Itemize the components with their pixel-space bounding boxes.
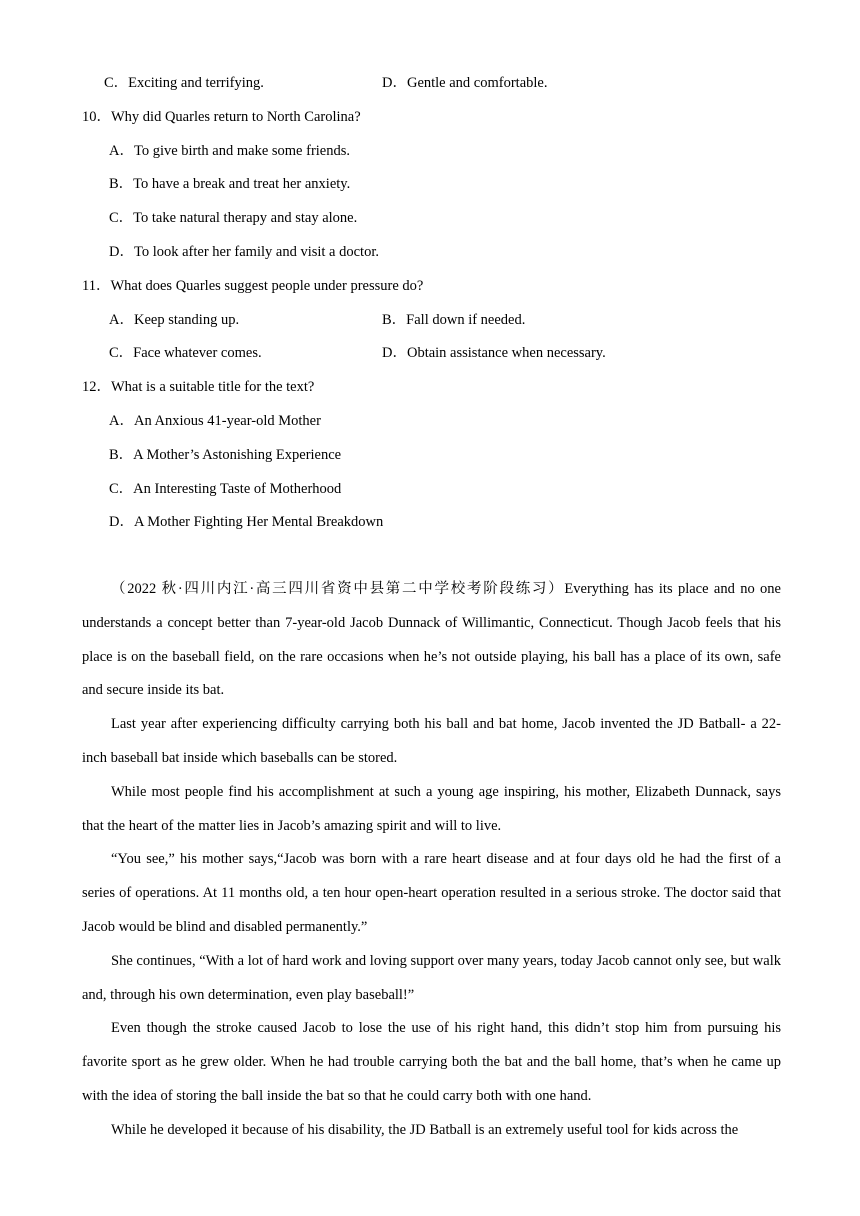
q11-option-b: B．Fall down if needed.: [382, 312, 526, 328]
passage-paragraph-3: While most people find his accomplishment at such a young age inspiring, his mother, Elizabeth Dunnack, says that the heart of the matter lies in Jacob’s amazing spirit and will to live.: [82, 784, 781, 834]
q12-option-a: A．An Anxious 41-year-old Mother: [109, 413, 321, 429]
q10-option-a: A．To give birth and make some friends.: [109, 143, 350, 159]
q11-option-c: C．Face whatever comes.: [109, 345, 262, 361]
q10-stem: 10．Why did Quarles return to North Carolina?: [82, 109, 361, 125]
passage-paragraph-1: （2022 秋·四川内江·高三四川省资中县第二中学校考阶段练习）Everything has its place and no one understands a concept better than 7-year-old Jacob Dunnack of Willimantic, Connecticut. Though Jacob feels that his place is on the baseball field, on the rare occasions when he’s not outside playing, his ball has a place of its own, safe and secure inside its bat.: [82, 581, 781, 699]
q9-option-c: C．Exciting and terrifying.: [104, 75, 264, 91]
q11-option-a: A．Keep standing up.: [109, 312, 240, 328]
q12-option-b: B．A Mother’s Astonishing Experience: [109, 447, 342, 463]
q11-stem: 11．What does Quarles suggest people under pressure do?: [82, 278, 424, 294]
q12-option-c: C．An Interesting Taste of Motherhood: [109, 481, 342, 497]
q12-option-d: D．A Mother Fighting Her Mental Breakdown: [109, 514, 384, 530]
passage-paragraph-7: While he developed it because of his disability, the JD Batball is an extremely useful tool for kids across the: [111, 1122, 739, 1138]
q10-option-d: D．To look after her family and visit a doctor.: [109, 244, 379, 260]
passage-paragraph-2: Last year after experiencing difficulty carrying both his ball and bat home, Jacob invented the JD Batball- a 22-inch baseball bat inside which baseballs can be stored.: [82, 716, 781, 766]
q10-option-c: C．To take natural therapy and stay alone.: [109, 210, 358, 226]
q10-option-b: B．To have a break and treat her anxiety.: [109, 176, 351, 192]
q12-stem: 12．What is a suitable title for the text?: [82, 379, 315, 395]
passage-paragraph-5: She continues, “With a lot of hard work and loving support over many years, today Jacob cannot only see, but walk and, through his own determination, even play baseball!”: [82, 953, 781, 1003]
passage-paragraph-6: Even though the stroke caused Jacob to lose the use of his right hand, this didn’t stop him from pursuing his favorite sport as he grew older. When he had trouble carrying both the bat and the ball home, that’s when he came up with the idea of storing the ball inside the bat so that he could carry both with one hand.: [82, 1020, 781, 1104]
passage-paragraph-4: “You see,” his mother says,“Jacob was born with a rare heart disease and at four days old he had the first of a series of operations. At 11 months old, a ten hour open-heart operation resulted in a serious stroke. The doctor said that Jacob would be blind and disabled permanently.”: [82, 851, 781, 935]
q9-option-d: D．Gentle and comfortable.: [382, 75, 548, 91]
q11-option-d: D．Obtain assistance when necessary.: [382, 345, 606, 361]
